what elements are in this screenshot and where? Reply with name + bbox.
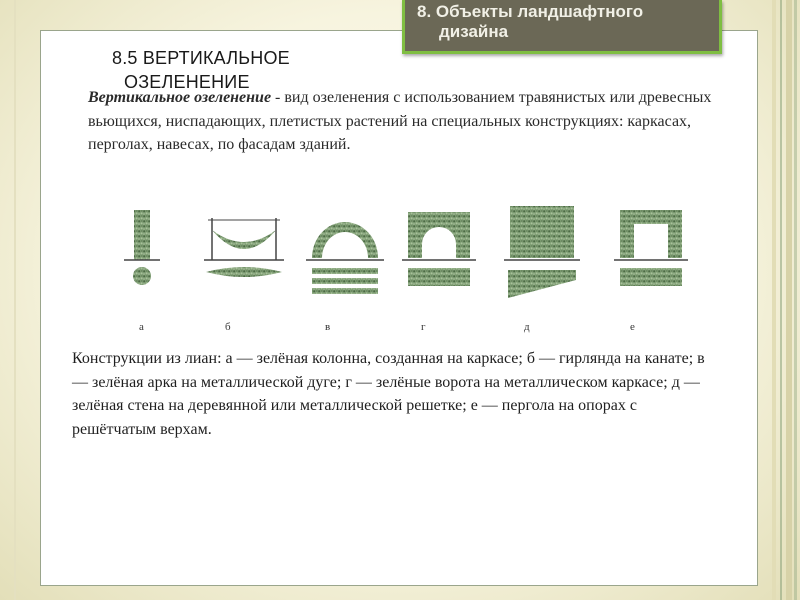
figure-label-d: д: [524, 321, 530, 333]
intro-term: Вертикальное озеленение: [88, 89, 272, 106]
chapter-title-line1: 8. Объекты ландшафтного: [417, 2, 644, 21]
pergola-drawing: [614, 210, 688, 286]
section-title-line1: 8.5 ВЕРТИКАЛЬНОЕ: [112, 48, 290, 68]
vine-structures-illustration: [108, 200, 688, 340]
decorative-stripe: [14, 0, 16, 600]
figure-label-e: е: [630, 321, 635, 333]
decorative-stripe: [772, 0, 776, 600]
figure-label-a: а: [139, 321, 144, 333]
garland-drawing: [204, 218, 284, 277]
figure-label-v: в: [325, 321, 331, 333]
vine-structures-figure: [108, 200, 688, 340]
green-arch-drawing: [306, 222, 384, 294]
green-column-drawing: [124, 210, 160, 285]
intro-text: - вид озеленения с использованием травянистых или древесных вьющихся, ниспадающих, плетистых растений на специальных конструкциях: каркасах, перголах, навесах, по фасадам зданий.: [88, 89, 712, 153]
chapter-banner: [402, 0, 722, 54]
figure-caption: Конструкции из лиан: а — зелёная колонна, созданная на каркасе; б — гирлянда на канате; в — зелёная арка на металлической дуге; г — зелёные ворота на металлическом каркасе; д — зелёная стена на деревянной или металлической решетке; е — пергола на опорах с решётчатым верхам.: [72, 350, 705, 438]
green-wall-drawing: [504, 206, 580, 298]
chapter-title: [417, 2, 707, 42]
decorative-stripe: [786, 0, 792, 600]
section-title-line2: ОЗЕЛЕНЕНИЕ: [124, 72, 250, 92]
chapter-title-line2: дизайна: [439, 22, 509, 41]
decorative-stripe: [780, 0, 782, 600]
decorative-stripe: [794, 0, 797, 600]
figure-label-b: б: [225, 321, 231, 333]
figure-label-g: г: [421, 321, 426, 333]
green-gates-drawing: [402, 212, 476, 286]
intro-paragraph: [88, 86, 738, 157]
